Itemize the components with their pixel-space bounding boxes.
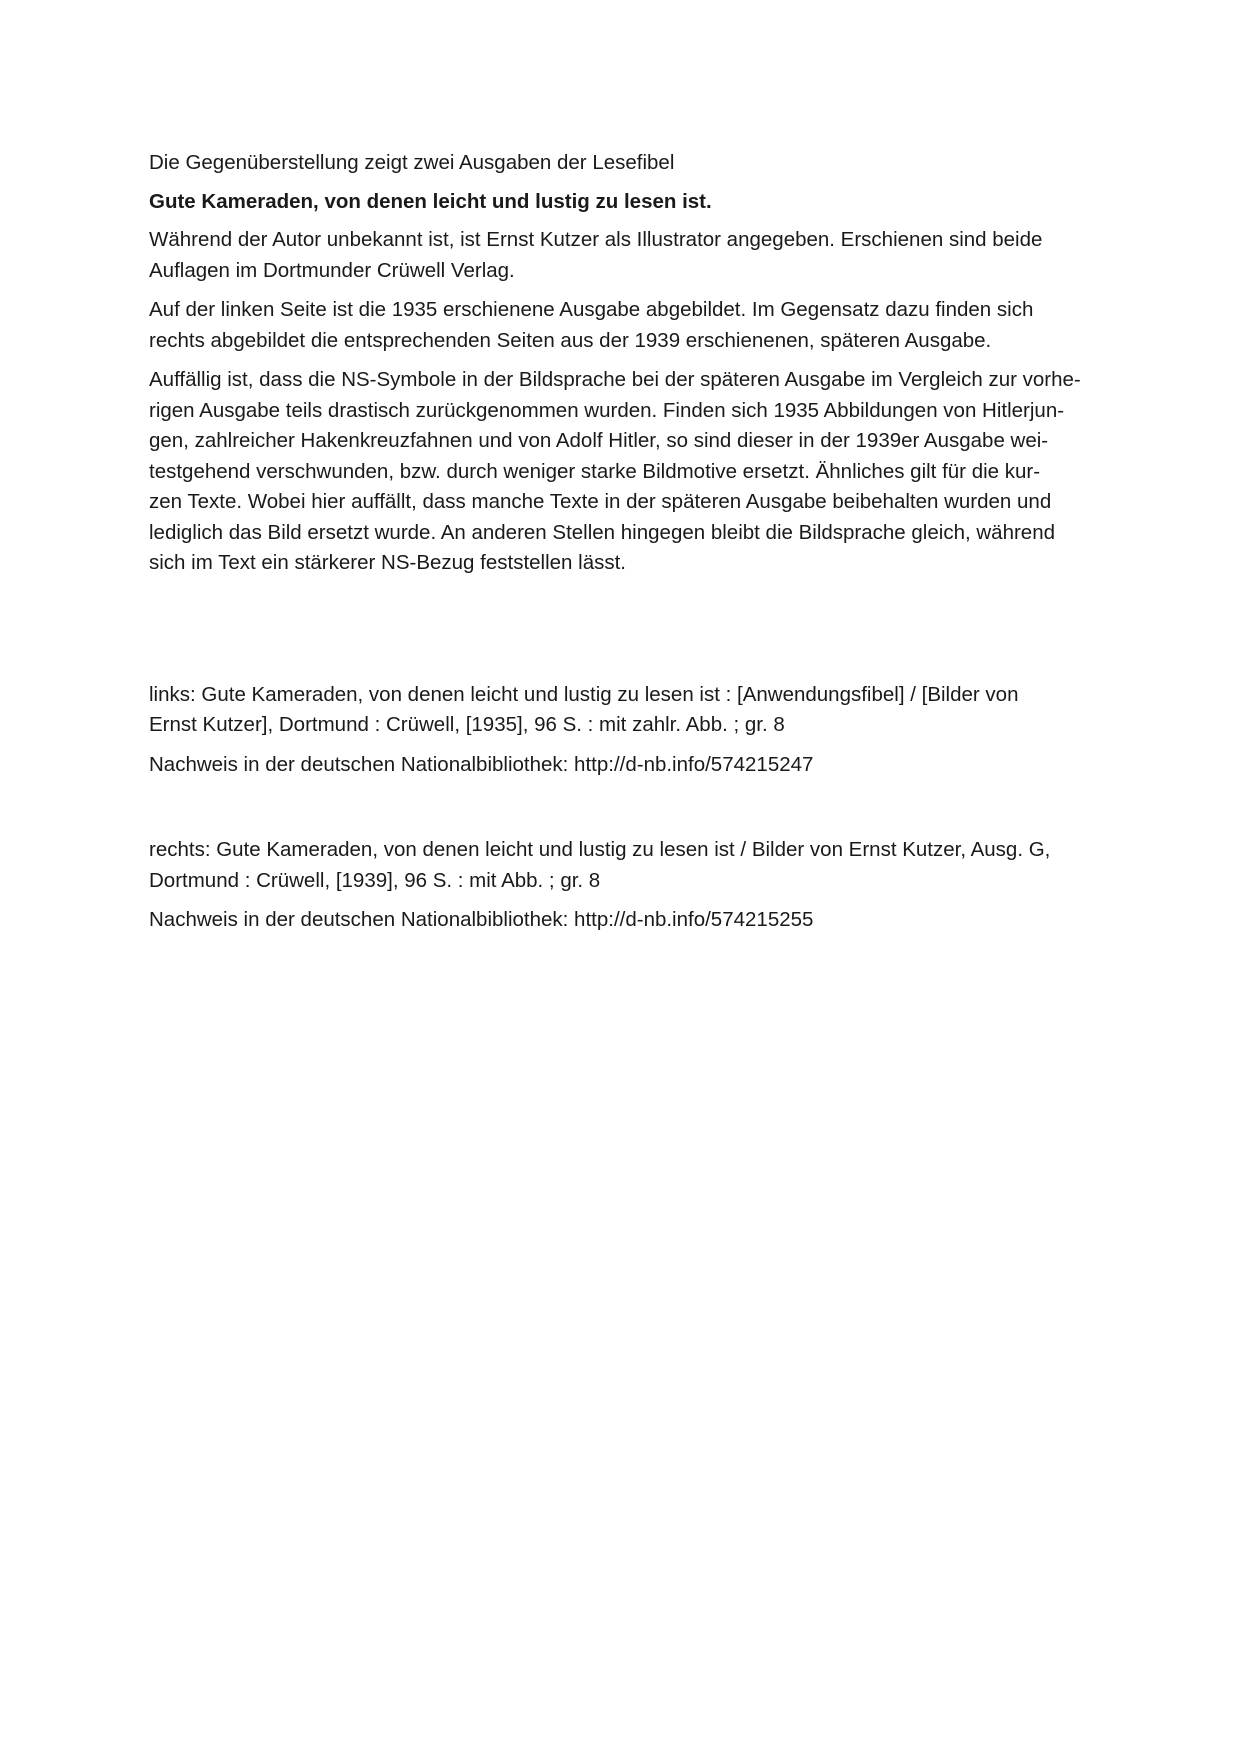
paragraph-line: zen Texte. Wobei hier auffällt, dass manche Texte in der späteren Ausgabe beibehalten wurden und <box>149 490 1052 513</box>
paragraph-line: Während der Autor unbekannt ist, ist Ernst Kutzer als Illustrator angegeben. Erschienen sind beide <box>149 228 1043 251</box>
paragraph-line: rechts abgebildet die entsprechenden Seiten aus der 1939 erschienenen, späteren Ausgabe. <box>149 328 992 352</box>
paragraph-line: sich im Text ein stärkerer NS-Bezug feststellen lässt. <box>149 551 626 574</box>
reference-line: Ernst Kutzer], Dortmund : Crüwell, [1935], 96 S. : mit zahlr. Abb. ; gr. 8 <box>149 713 785 736</box>
reference-line: links: Gute Kameraden, von denen leicht und lustig zu lesen ist : [Anwendungsfibel] / [Bilder von <box>149 682 1019 706</box>
reference-line: Dortmund : Crüwell, [1939], 96 S. : mit Abb. ; gr. 8 <box>149 868 601 892</box>
reference-line: rechts: Gute Kameraden, von denen leicht und lustig zu lesen ist / Bilder von Ernst Kutzer, Ausg. G, <box>149 838 1051 861</box>
paragraph-line: lediglich das Bild ersetzt wurde. An anderen Stellen hingegen bleibt die Bildsprache gleich, während <box>149 520 1055 544</box>
document-page <box>149 148 1104 936</box>
reference-left-edition <box>149 680 1104 741</box>
spacer <box>149 780 1104 835</box>
paragraph-line: rigen Ausgabe teils drastisch zurückgenommen wurden. Finden sich 1935 Abbildungen von Hitlerjun- <box>149 398 1065 422</box>
paragraph-line: Auffällig ist, dass die NS-Symbole in der Bildsprache bei der späteren Ausgabe im Vergleich zur vorhe- <box>149 368 1081 391</box>
book-title: Gute Kameraden, von denen leicht und lustig zu lesen ist. <box>149 189 712 213</box>
paragraph-line: gen, zahlreicher Hakenkreuzfahnen und von Adolf Hitler, so sind dieser in der 1939er Ausgabe wei- <box>149 429 1049 452</box>
paragraph-line: Auflagen im Dortmunder Crüwell Verlag. <box>149 258 515 282</box>
paragraph-author-publisher <box>149 225 1104 286</box>
dnb-reference-right: Nachweis in der deutschen Nationalbibliothek: http://d-nb.info/574215255 <box>149 908 814 931</box>
paragraph-editions <box>149 295 1104 356</box>
paragraph-line: Auf der linken Seite ist die 1935 erschienene Ausgabe abgebildet. Im Gegensatz dazu finden sich <box>149 298 1034 321</box>
dnb-reference-left: Nachweis in der deutschen Nationalbibliothek: http://d-nb.info/574215247 <box>149 752 814 776</box>
paragraph-comparison <box>149 365 1104 579</box>
paragraph-line: testgehend verschwunden, bzw. durch weniger starke Bildmotive ersetzt. Ähnliches gilt für die kur- <box>149 459 1041 483</box>
reference-right-edition <box>149 835 1104 896</box>
spacer <box>149 579 1104 680</box>
intro-text: Die Gegenüberstellung zeigt zwei Ausgaben der Lesefibel <box>149 151 675 174</box>
